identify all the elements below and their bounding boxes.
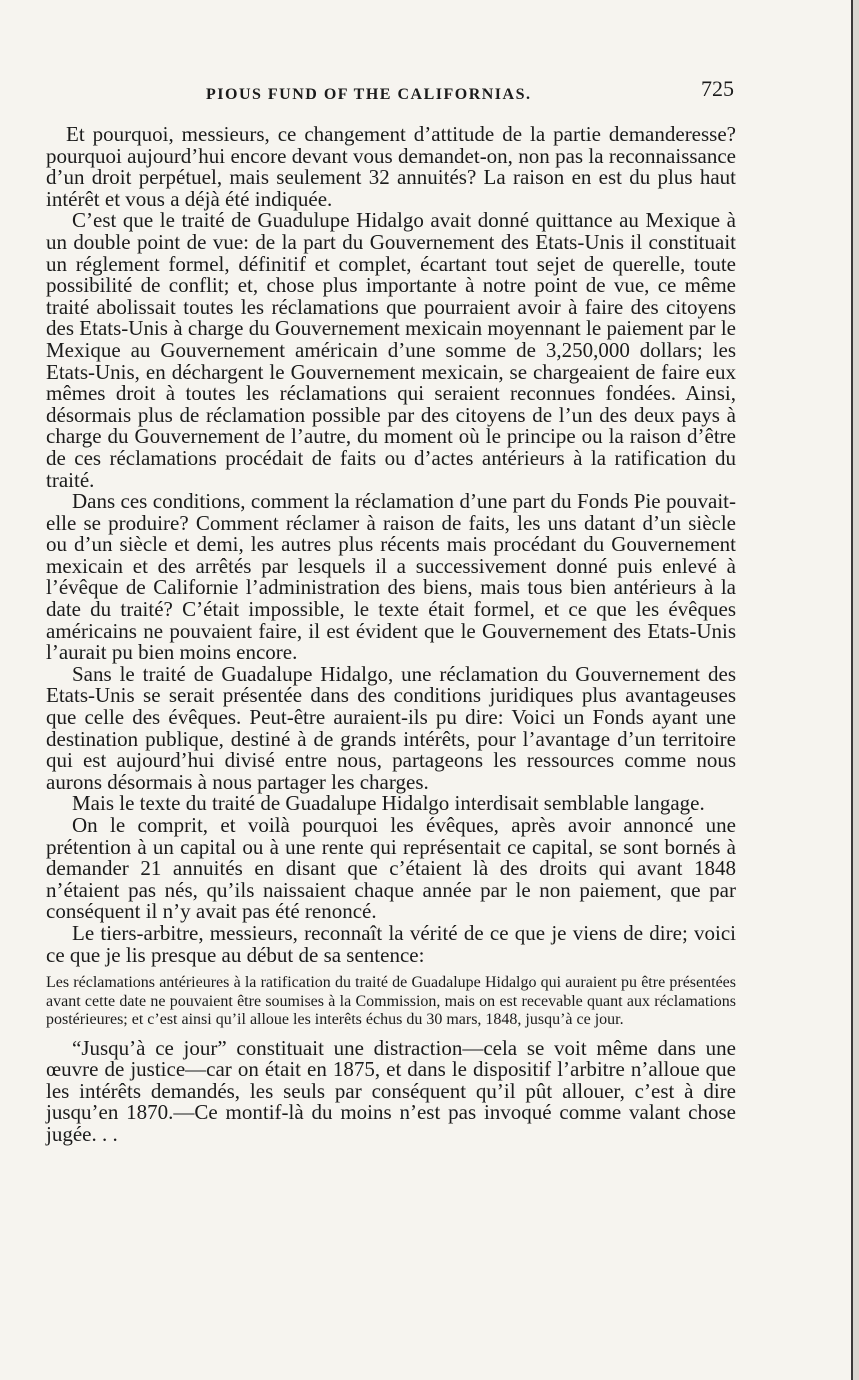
paragraph-2: C’est que le traité de Guadulupe Hidalgo avait donné quittance au Mexique à un double point de vue: de la part du Gouvernement des Etats-Unis il constituait un réglement formel, définitif et complet, écartant tout sejet de querelle, toute possibilité de conflit; et, chose plus importante à notre point de vue, ce même traité abolissait toutes les réclamations que pourraient avoir à faire des citoyens des Etats-Unis à charge du Gouvernement mexicain moyennant le paiement par le Mexique au Gouvernement américain d’une somme de 3,250,000 dollars; les Etats-Unis, en déchargent le Gouvernement mexicain, se chargeaient de faire eux mêmes droit à toutes les réclamations qui seraient reconnues fondées. Ainsi, désormais plus de réclamation possible par des citoyens de l’un des deux pays à charge du Gouvernement de l’autre, du moment où le principe ou la raison d’être de ces réclamations procédait de faits ou d’actes antérieurs à la ratification du traité. <box>46 208 736 492</box>
final-paragraph: “Jusqu’à ce jour” constituait une distraction—cela se voit même dans une œuvre de justice—car on était en 1875, et dans le dispositif l’arbitre n’alloue que les intérêts demandés, les seuls par conséquent qu’il pût allouer, c’est à dire jusqu’en 1870.—Ce montif-là du moins n’est pas invoqué comme valant chose jugée. . . <box>46 1035 736 1147</box>
paragraph-6: On le comprit, et voilà pourquoi les évêques, après avoir annoncé une prétention à un capital ou à une rente qui représentait ce capital, se sont bornés à demander 21 annuités en disant que c’étaient là des droits qui avant 1848 n’étaient pas nés, qu’ils naissaient chaque année par le non paiement, que par conséquent il n’y avait pas été renoncé. <box>46 813 736 924</box>
paragraph-5: Mais le texte du traité de Guadalupe Hidalgo interdisait semblable langage. <box>72 791 705 816</box>
page-number: 725 <box>701 76 734 101</box>
page-edge-line <box>851 0 853 1380</box>
paragraph-4: Sans le traité de Guadalupe Hidalgo, une réclamation du Gouvernement des Etats-Unis se serait présentée dans des conditions juridiques plus avantageuses que celle des évêques. Peut-être auraient-ils pu dire: Voici un Fonds ayant une destination publique, destiné à de grands intérêts, pour l’avantage d’un territoire qui est aujourd’hui divisé entre nous, partageons les ressources comme nous aurons désormais à nous partager les charges. <box>46 661 736 794</box>
body-text <box>46 124 736 1146</box>
paragraph-3: Dans ces conditions, comment la réclamation d’une part du Fonds Pie pouvait-elle se produire? Comment réclamer à raison de faits, les uns datant d’un siècle ou d’un siècle et demi, les autres plus récents mais procédant du Gouvernement mexicain et des arrêtés par lesquels il a successivement donné puis enlevé à l’évêque de Californie l’administration des biens, mais tous bien antérieurs à la date du traité? C’était impossible, le texte était formel, et ce que les évêques américains ne pouvaient faire, il est évident que le Gouvernement des Etats-Unis l’aurait pu bien moins encore. <box>46 489 736 665</box>
running-title: PIOUS FUND OF THE CALIFORNIAS. <box>206 86 532 103</box>
block-quote: Les réclamations antérieures à la ratification du traité de Guadalupe Hidalgo qui auraient pu être présentées avant cette date ne pouvaient être soumises à la Commission, mais on est recevable quant aux réclamations postérieures; et c’est ainsi qu’il alloue les interêts échus du 30 mars, 1848, jusqu’à ce jour. <box>46 974 736 1029</box>
paragraph-7: Le tiers-arbitre, messieurs, reconnaît la vérité de ce que je viens de dire; voici ce que je lis presque au début de sa sentence: <box>46 920 736 967</box>
page-header <box>46 76 736 116</box>
paragraph-1: Et pourquoi, messieurs, ce changement d’attitude de la partie demanderesse? pourquoi aujourd’hui encore devant vous demandet-on, non pas la reconnaissance d’un droit perpétuel, mais seulement 32 annuités? La raison en est du plus haut intérêt et vous a déjà été indiquée. <box>46 122 736 211</box>
page-edge-shadow <box>853 0 859 1380</box>
